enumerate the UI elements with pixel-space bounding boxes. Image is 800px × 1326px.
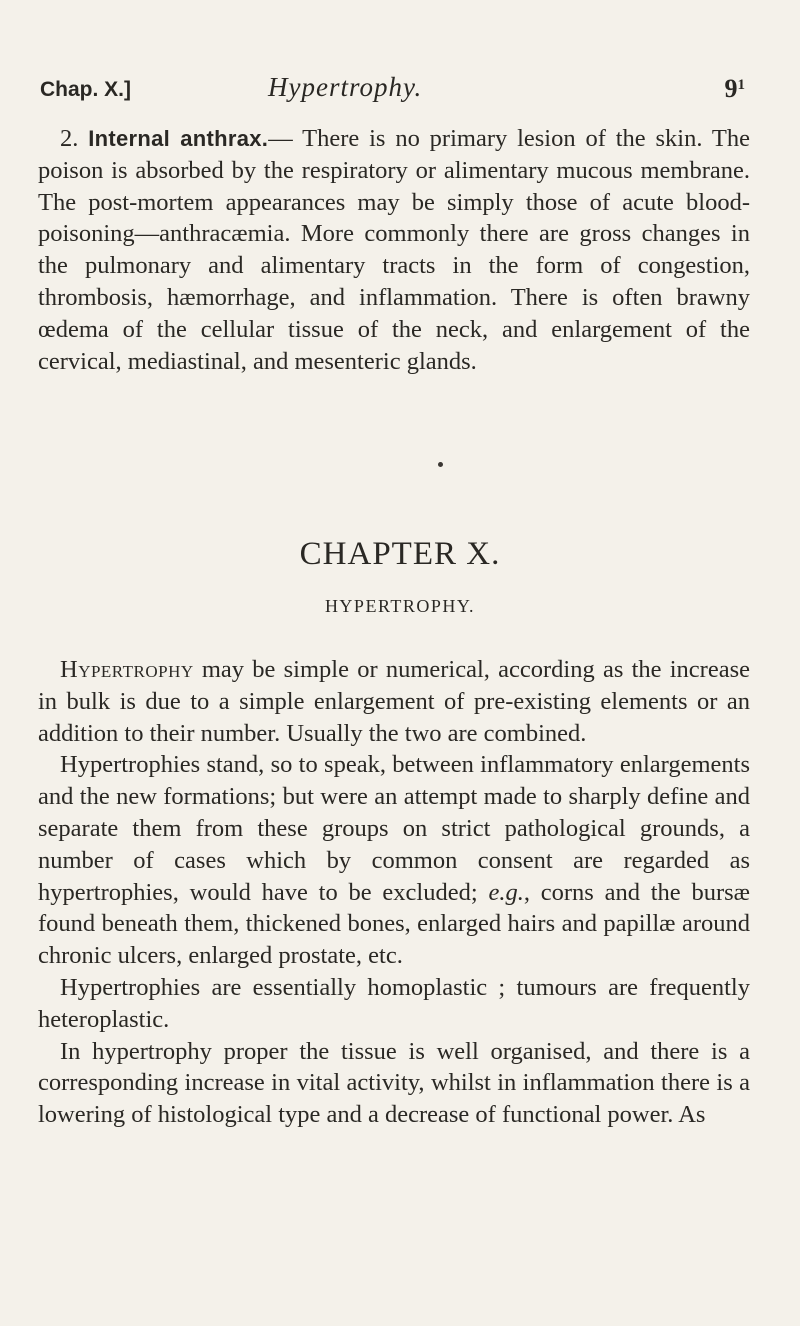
section-heading: Internal anthrax. [88,126,269,151]
running-head [40,72,745,112]
paragraph-2-text-b: , corns and the bursæ found beneath them, thickened bones, enlarged hairs and papillæ around chronic ulcers, enlarged prostate, etc. [38,878,750,970]
page-number-sup: 1 [737,77,745,93]
printer-dot-mark [438,462,443,467]
paragraph-2 [38,749,750,972]
page-number-base: 9 [724,74,738,103]
paragraph-lead-word: Hypertrophy [60,656,194,683]
anthrax-paragraph [38,123,750,377]
chapter-heading: CHAPTER X. [299,536,501,572]
section-number: 2. [60,125,79,152]
page-number [725,74,746,104]
chapter-subheading: HYPERTROPHY. [324,596,476,616]
running-title: Hypertrophy. [268,72,423,102]
paragraph-1-text: may be simple or numerical, according as the increase in bulk is due to a simple enlargement of pre-existing elements or an addition to their number. Usually the two are combined. [38,656,750,747]
chapter-reference: Chap. X.] [40,78,132,101]
paragraph-4: In hypertrophy proper the tissue is well organised, and there is a corresponding increase in vital activity, whilst in inflammation there is a lowering of histological type and a decrease of functional power. As [38,1037,750,1129]
paragraph-3: Hypertrophies are essentially homoplastic ; tumours are frequently heteroplastic. [38,973,750,1033]
section-text: — There is no primary lesion of the skin. The poison is absorbed by the respiratory or alimentary mucous membrane. The post-mortem appearances may be simply those of acute blood-poisoning—anthracæmia. More commonly there are gross changes in the pulmonary and alimentary tracts in the form of congestion, thrombosis, hæmorrhage, and inflammation. There is often brawny œdema of the cellular tissue of the neck, and enlargement of the cervical, mediastinal, and mesenteric glands. [38,125,750,375]
paragraph-2-text-a: Hypertrophies stand, so to speak, between inflammatory enlargements and the new formations; but were an attempt made to sharply define and separate them from these groups on strict pathological grounds, a number of cases which by common consent are regarded as hypertrophies, would have to be excluded; [38,751,750,906]
chapter-body [38,654,750,1131]
paragraph-2-eg: e.g. [488,878,524,906]
paragraph-1 [38,654,750,749]
section-internal-anthrax [38,123,750,377]
